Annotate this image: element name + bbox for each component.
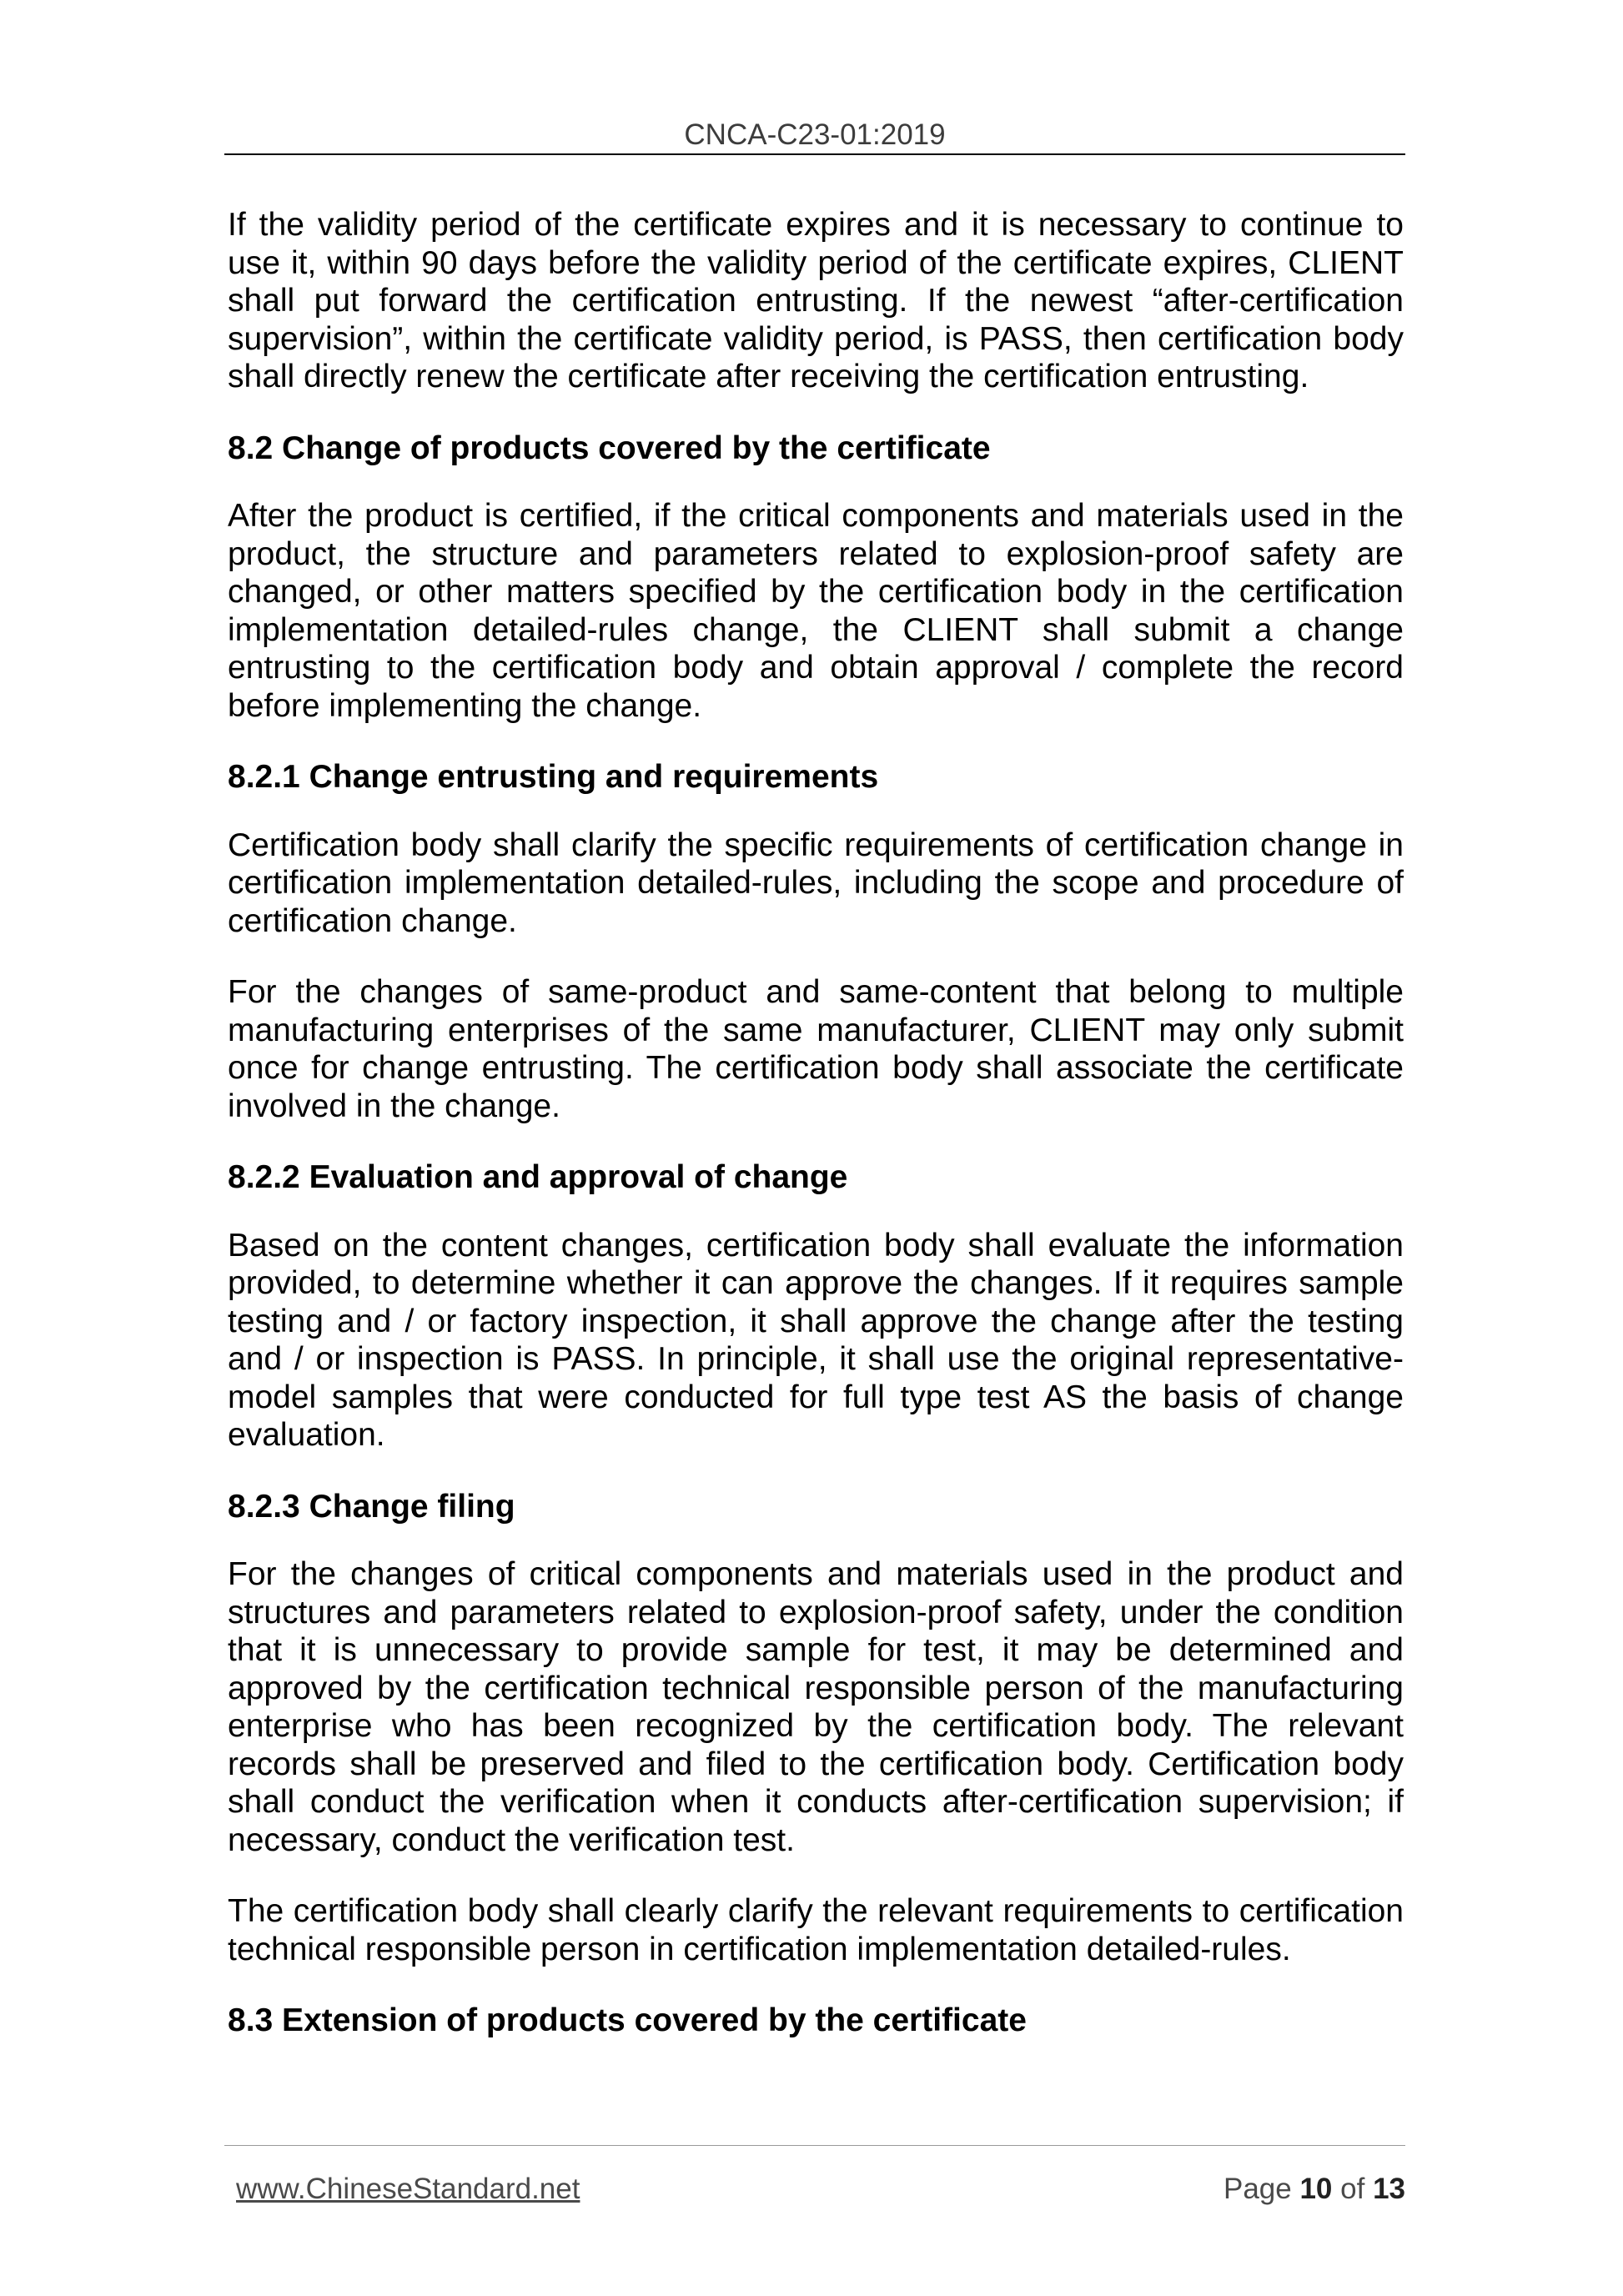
paragraph-certificate-validity: If the validity period of the certificate expires and it is necessary to continue to use it, within 90 days before the validity period of the certificate expires, CLIENT shall put forward the certification entrusting. If the newest “after-certification supervision”, within the certificate validity period, is PASS, then certification body shall directly renew the certificate after receiving the certification entrusting.	[228, 207, 1404, 394]
page-number	[1224, 2171, 1405, 2208]
header-divider	[224, 153, 1405, 155]
footer-website-link[interactable]: www.ChineseStandard.net	[236, 2173, 580, 2205]
paragraph-8-2-3-responsible-person: The certification body shall clearly clarify the relevant requirements to certification technical responsible person in certification implementation detailed-rules.	[228, 1893, 1404, 1967]
paragraph-8-2-1-requirements: Certification body shall clarify the specific requirements of certification change in certification implementation detailed-rules, including the scope and procedure of certification change.	[228, 826, 1404, 939]
current-page-number: 10	[1299, 2173, 1333, 2205]
total-pages-number: 13	[1373, 2173, 1405, 2205]
document-body	[228, 206, 1404, 2070]
paragraph-8-2-2: Based on the content changes, certification body shall evaluate the information provided, to determine whether it can approve the changes. If it requires sample testing and / or factory inspection, it shall approve the change after the testing and / or inspection is PASS. In principle, it shall use the original representative-model samples that were conducted for full type test AS the basis of change evaluation.	[228, 1227, 1404, 1453]
section-heading-8-3: 8.3 Extension of products covered by the certificate	[228, 2002, 1027, 2038]
paragraph-8-2: After the product is certified, if the critical components and materials used in the product, the structure and parameters related to explosion-proof safety are changed, or other matters specified by the certification body in the certification implementation detailed-rules change, the CLIENT shall submit a change entrusting to the certification body and obtain approval / complete the record before implementing the change.	[228, 498, 1404, 724]
paragraph-8-2-1-multiple-enterprises: For the changes of same-product and same-content that belong to multiple manufacturing enterprises of the same manufacturer, CLIENT may only submit once for change entrusting. The certification body shall associate the certificate involved in the change.	[228, 974, 1404, 1124]
paragraph-8-2-3-filing: For the changes of critical components and materials used in the product and structures and parameters related to explosion-proof safety, under the condition that it is unnecessary to provide sample for test, it may be determined and approved by the certification technical responsible person of the manufacturing enterprise who has been recognized by the certification body. The relevant records shall be preserved and filed to the certification body. Certification body shall conduct the verification when it conducts after-certification supervision; if necessary, conduct the verification test.	[228, 1556, 1404, 1858]
section-heading-8-2: 8.2 Change of products covered by the certificate	[228, 430, 991, 466]
page-header-standard-code: CNCA-C23-01:2019	[684, 118, 946, 151]
section-heading-8-2-3: 8.2.3 Change filing	[228, 1488, 515, 1525]
section-heading-8-2-2: 8.2.2 Evaluation and approval of change	[228, 1159, 848, 1195]
footer-divider	[224, 2145, 1405, 2146]
page-label: Page	[1223, 2173, 1292, 2205]
page-of-label: of	[1340, 2173, 1365, 2205]
section-heading-8-2-1: 8.2.1 Change entrusting and requirements	[228, 759, 879, 795]
